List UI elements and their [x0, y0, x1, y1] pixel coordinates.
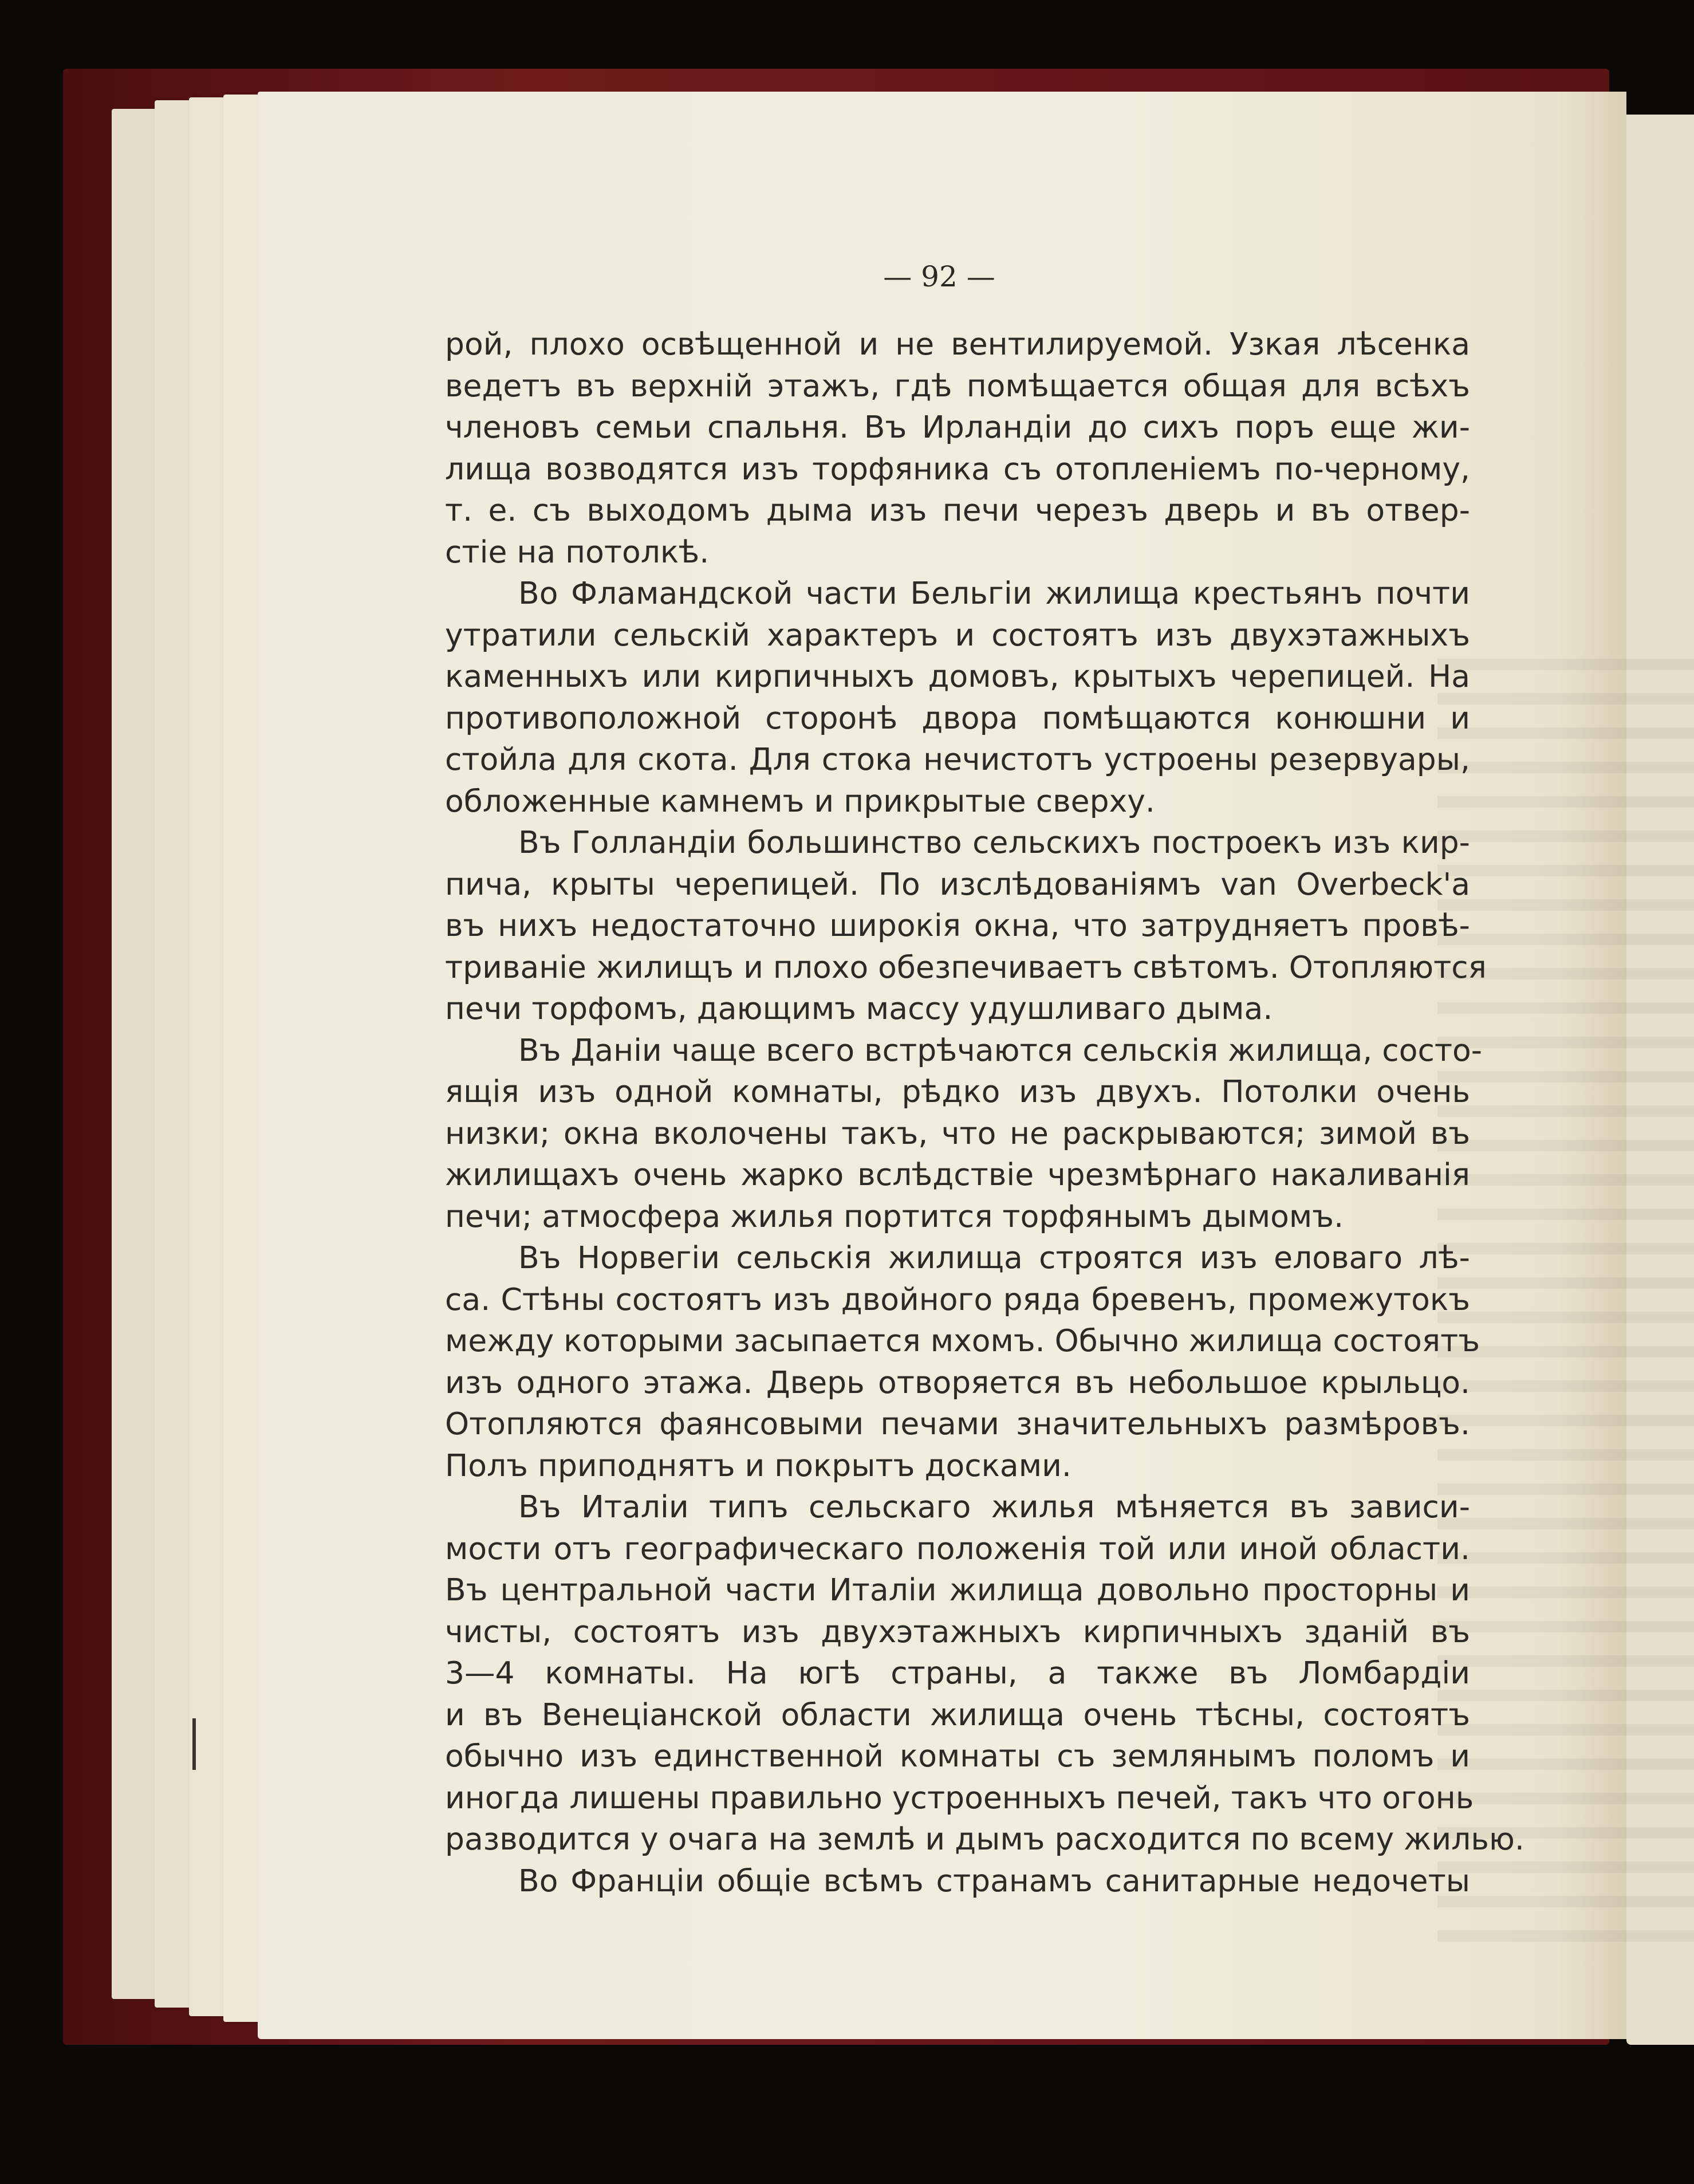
- text-line: въ нихъ недостаточно широкія окна, что затрудняетъ провѣ-: [445, 907, 1470, 943]
- text-line: противоположной сторонѣ двора помѣщаются конюшни и: [445, 699, 1470, 736]
- text-line: членовъ семьи спальня. Въ Ирландіи до сихъ поръ еще жи-: [445, 409, 1470, 445]
- text-line: ящія изъ одной комнаты, рѣдко изъ двухъ. Потолки очень: [445, 1073, 1470, 1109]
- text-line: 3—4 комнаты. На югѣ страны, а также въ Ломбардіи: [445, 1655, 1470, 1691]
- page-marker: [192, 1718, 196, 1770]
- text-line: Въ центральной части Италіи жилища довольно просторны и: [445, 1572, 1470, 1608]
- page-number: — 92 —: [883, 260, 995, 293]
- text-line: са. Стѣны состоятъ изъ двойного ряда бревенъ, промежутокъ: [445, 1281, 1470, 1317]
- text-line: изъ одного этажа. Дверь отворяется въ небольшое крыльцо.: [445, 1364, 1470, 1400]
- text-line: печи; атмосфера жилья портится торфянымъ дымомъ.: [445, 1198, 1344, 1234]
- paragraph-first-line: Въ Норвегіи сельскія жилища строятся изъ еловаго лѣ-: [518, 1239, 1470, 1276]
- text-line: мости отъ географическаго положенія той или иной области.: [445, 1530, 1470, 1567]
- facing-page-edge: [1626, 115, 1694, 2045]
- text-line: т. е. съ выходомъ дыма изъ печи черезъ дверь и въ отвер-: [445, 492, 1470, 528]
- text-line: ведетъ въ верхній этажъ, гдѣ помѣщается общая для всѣхъ: [445, 367, 1470, 404]
- text-line: рой, плохо освѣщенной и не вентилируемой. Узкая лѣсенка: [445, 326, 1470, 362]
- paragraph-first-line: Во Фламандской части Бельгіи жилища крестьянъ почти: [518, 575, 1470, 611]
- text-line: разводится у очага на землѣ и дымъ расходится по всему жилью.: [445, 1821, 1524, 1857]
- text-line: и въ Венеціанской области жилища очень тѣсны, состоятъ: [445, 1696, 1470, 1733]
- text-line: стойла для скота. Для стока нечистотъ устроены резервуары,: [445, 741, 1470, 777]
- paragraph-first-line: Въ Италіи типъ сельскаго жилья мѣняется въ зависи-: [518, 1489, 1470, 1525]
- text-line: иногда лишены правильно устроенныхъ печей, такъ что огонь: [445, 1779, 1474, 1816]
- page-body: [445, 324, 1524, 1902]
- text-line: жилищахъ очень жарко вслѣдствіе чрезмѣрнаго накаливанія: [445, 1156, 1470, 1193]
- text-line: низки; окна вколочены такъ, что не раскрываются; зимой въ: [445, 1115, 1470, 1151]
- paragraph-first-line: Въ Голландіи большинство сельскихъ построекъ изъ кир-: [518, 824, 1470, 860]
- text-line: лища возводятся изъ торфяника съ отопленіемъ по-черному,: [445, 450, 1470, 487]
- text-line: между которыми засыпается мхомъ. Обычно жилища состоятъ: [445, 1323, 1480, 1359]
- text-line: печи торфомъ, дающимъ массу удушливаго дыма.: [445, 990, 1273, 1026]
- text-line: Полъ приподнятъ и покрытъ досками.: [445, 1447, 1071, 1483]
- text-line: чисты, состоятъ изъ двухэтажныхъ кирпичныхъ зданій въ: [445, 1613, 1470, 1650]
- paragraph-first-line: Въ Даніи чаще всего встрѣчаются сельскія жилища, состо-: [518, 1032, 1483, 1068]
- text-line: каменныхъ или кирпичныхъ домовъ, крытыхъ черепицей. На: [445, 658, 1470, 694]
- text-line: обложенные камнемъ и прикрытые сверху.: [445, 782, 1155, 819]
- text-line: Отопляются фаянсовыми печами значительныхъ размѣровъ.: [445, 1406, 1470, 1442]
- paragraph-first-line: Во Франціи общіе всѣмъ странамъ санитарные недочеты: [518, 1862, 1470, 1899]
- text-line: триваніе жилищъ и плохо обезпечиваетъ свѣтомъ. Отопляются: [445, 949, 1487, 985]
- text-line: обычно изъ единственной комнаты съ землянымъ поломъ и: [445, 1738, 1470, 1774]
- text-line: стіе на потолкѣ.: [445, 533, 710, 570]
- text-line: утратили сельскій характеръ и состоятъ изъ двухэтажныхъ: [445, 616, 1470, 653]
- text-line: пича, крыты черепицей. По изслѣдованіямъ van Overbeck'а: [445, 865, 1470, 902]
